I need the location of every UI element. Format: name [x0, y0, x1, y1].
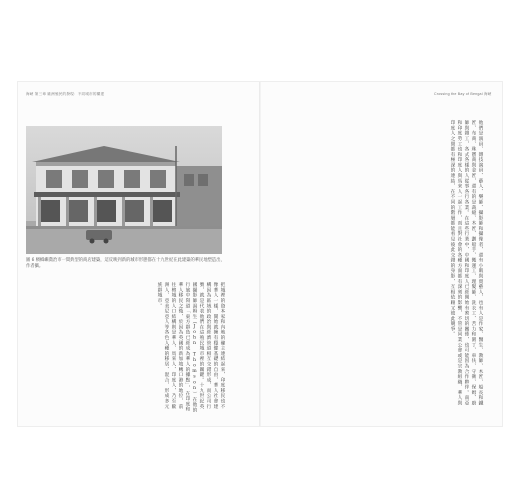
- left-page-header: 海峽 第三章 歐洲殖民的發現：不同城市的構建: [26, 92, 105, 96]
- left-page: [18, 82, 260, 426]
- right-body-text: 他們是演員、雜技演員、藝人、樂師、攝影師和攝像者，還有小販與賣藝人，也有人是作家、醫生、教師、木匠、船長和鐵匠、布商、珠寶商與金匠，還有的是裁縫、木匠、劃船手、搬運工、理髮師、洗衣工、苦力和園丁、車伕、守衛、保姆、廚師與雜工，各式各樣的人從事各行各業。在這些行業中，中國和印度人已經開始有密切的關係，也可能因為合作夥伴。南亞和印度勞工也和印度人與馬來人一起工作，而且對社會的各種方面都有深刻的影響，不管是同業公會或是宗教組織，華人與印度人之間都有極深的連結，在不同的階層都能看見彼此交錯的身影，互相依賴又彼此競爭。: [450, 120, 483, 406]
- street-photo: [26, 126, 222, 254]
- right-page-header: Crossing the Bay of Bengal 海峽: [434, 92, 492, 96]
- shophouse-photo-svg: [26, 126, 222, 254]
- photo-caption: 圖 6 檳榔嶼喬治市一間典型的商店建築，這反映到新的城市形態都在十九世紀在此建築的華民地塑造出，作者攝。: [26, 258, 225, 270]
- right-page: [260, 82, 502, 426]
- left-body-text: 把城裡的資本家和內地的礦主連結起來，印度移民也不像華人一樣，開始就擁有穩健基礎的自由，華人社會建構因為區域的政治與經濟管道相互交錯形成，而公司行號，就是代表他們在這殖民城市裡的關鍵。十九世紀英國攝影師湯姆生（John Thomson）在他的行旅中寫道「東方群島已經成為華人的據點」，在印度和華人移民之後，於因為英國的新加坡轉口港的地位，前往檳城的人口結構則是華人、馬來人、印度人，乃至歐洲人、亞美尼亞人等各色人種的移居、混合，形成多元族群城市。: [157, 282, 225, 413]
- book-gutter: [259, 82, 261, 426]
- book-spread: [18, 82, 502, 426]
